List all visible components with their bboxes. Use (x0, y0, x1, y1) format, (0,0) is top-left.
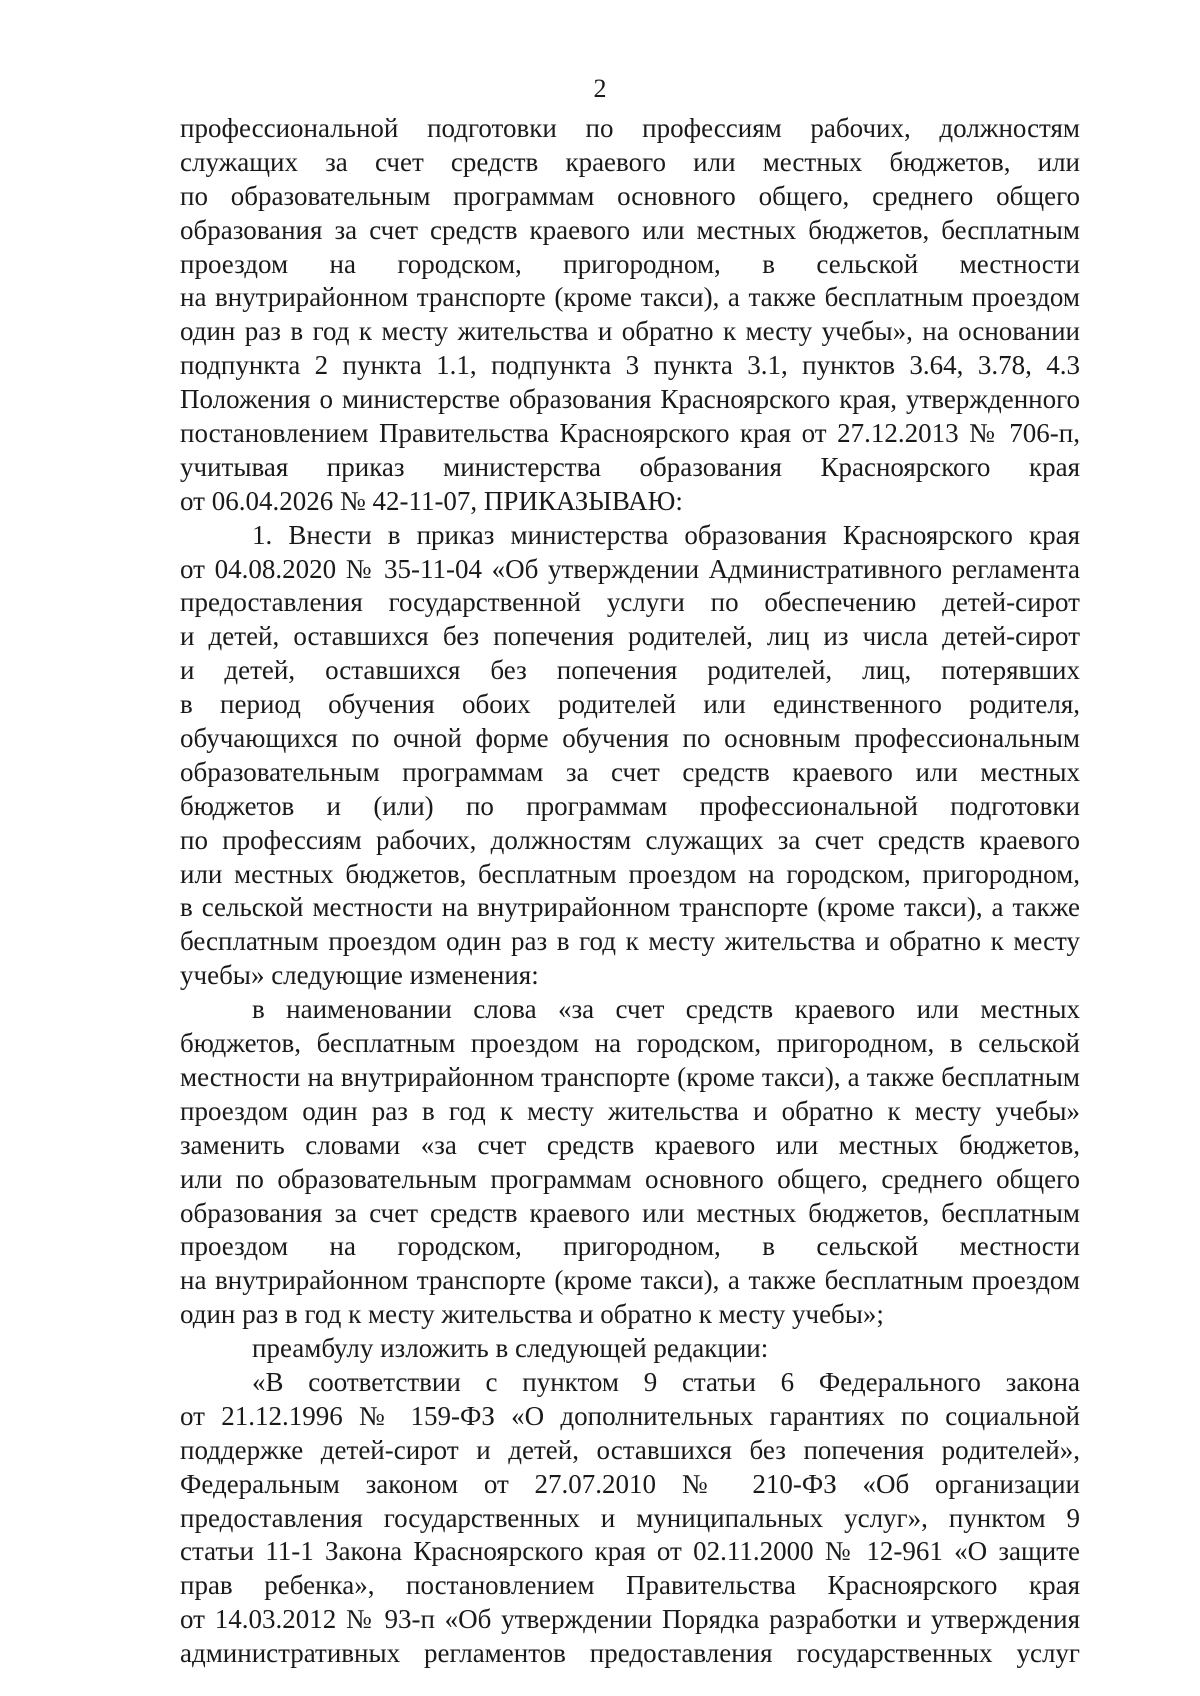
text-line: или местных бюджетов, бесплатным проездом на городском, пригородном, (180, 858, 1080, 889)
text-line: постановлением Правительства Красноярского края от 27.12.2013 № 706-п, (180, 418, 1080, 449)
document-body (180, 112, 1080, 1671)
text-line: и детей, оставшихся без попечения родителей, лиц из числа детей-сирот (180, 621, 1080, 652)
text-line: предоставления государственной услуги по обеспечению детей-сирот (180, 587, 1080, 618)
text-line: один раз в год к месту жительства и обратно к месту учебы», на основании (180, 316, 1080, 347)
paragraph (180, 1366, 1080, 1671)
text-line: 1. Внести в приказ министерства образования Красноярского края (252, 519, 1080, 550)
paragraph (180, 112, 1080, 519)
text-line: «В соответствии с пунктом 9 статьи 6 Федерального закона (252, 1366, 1080, 1397)
text-line: учебы» следующие изменения: (180, 960, 539, 991)
text-line: в наименовании слова «за счет средств краевого или местных (252, 994, 1080, 1025)
text-line: проездом один раз в год к месту жительства и обратно к месту учебы» (180, 1095, 1080, 1126)
text-line: по образовательным программам основного общего, среднего общего (180, 180, 1080, 211)
text-line: образовательным программам за счет средств краевого или местных (180, 756, 1080, 787)
text-line: от 04.08.2020 № 35-11-04 «Об утверждении Административного регламента (180, 553, 1080, 584)
text-line: подпункта 2 пункта 1.1, подпункта 3 пункта 3.1, пунктов 3.64, 3.78, 4.3 (180, 350, 1080, 381)
text-line: местности на внутрирайонном транспорте (кроме такси), а также бесплатным (180, 1061, 1080, 1092)
text-line: от 21.12.1996 № 159-ФЗ «О дополнительных гарантиях по социальной (180, 1400, 1080, 1431)
text-line: преамбулу изложить в следующей редакции: (252, 1333, 769, 1364)
text-line: и детей, оставшихся без попечения родителей, лиц, потерявших (180, 655, 1080, 686)
text-line: административных регламентов предоставления государственных услуг (180, 1638, 1080, 1669)
text-line: учитывая приказ министерства образования Красноярского края (180, 451, 1080, 482)
text-line: прав ребенка», постановлением Правительства Красноярского края (180, 1570, 1080, 1601)
text-line: на внутрирайонном транспорте (кроме такси), а также бесплатным проездом (180, 282, 1080, 313)
text-line: или по образовательным программам основного общего, среднего общего (180, 1163, 1080, 1194)
text-line: от 14.03.2012 № 93-п «Об утверждении Порядка разработки и утверждения (180, 1604, 1080, 1635)
text-line: проездом на городском, пригородном, в сельской местности (180, 1231, 1080, 1262)
text-line: предоставления государственных и муниципальных услуг», пунктом 9 (180, 1502, 1080, 1533)
text-line: один раз в год к месту жительства и обратно к месту учебы»; (180, 1299, 884, 1330)
text-line: по профессиям рабочих, должностям служащих за счет средств краевого (180, 824, 1080, 855)
text-line: от 06.04.2026 № 42-11-07, ПРИКАЗЫВАЮ: (180, 485, 683, 516)
text-line: служащих за счет средств краевого или местных бюджетов, или (180, 146, 1080, 177)
paragraph (180, 993, 1080, 1332)
text-line: статьи 11-1 Закона Красноярского края от 02.11.2000 № 12-961 «О защите (180, 1536, 1080, 1567)
page-number: 2 (593, 74, 607, 103)
paragraph (180, 519, 1080, 993)
text-line: профессиональной подготовки по профессиям рабочих, должностям (180, 113, 1080, 143)
text-line: на внутрирайонном транспорте (кроме такси), а также бесплатным проездом (180, 1265, 1080, 1296)
text-line: поддержке детей-сирот и детей, оставшихся без попечения родителей», (180, 1434, 1080, 1465)
paragraph (180, 1332, 1080, 1366)
text-line: заменить словами «за счет средств краевого или местных бюджетов, (180, 1129, 1080, 1160)
text-line: образования за счет средств краевого или местных бюджетов, бесплатным (180, 214, 1080, 245)
text-line: в сельской местности на внутрирайонном транспорте (кроме такси), а также (180, 892, 1080, 923)
text-line: образования за счет средств краевого или местных бюджетов, бесплатным (180, 1197, 1080, 1228)
text-line: бесплатным проездом один раз в год к месту жительства и обратно к месту (180, 926, 1080, 957)
text-line: обучающихся по очной форме обучения по основным профессиональным (180, 723, 1080, 754)
text-line: бюджетов, бесплатным проездом на городском, пригородном, в сельской (180, 1028, 1080, 1059)
text-line: Положения о министерстве образования Красноярского края, утвержденного (180, 384, 1080, 415)
text-line: бюджетов и (или) по программам профессиональной подготовки (180, 790, 1080, 821)
text-line: Федеральным законом от 27.07.2010 № 210-ФЗ «Об организации (180, 1468, 1080, 1499)
text-line: проездом на городском, пригородном, в сельской местности (180, 248, 1080, 279)
text-line: в период обучения обоих родителей или единственного родителя, (180, 689, 1080, 720)
